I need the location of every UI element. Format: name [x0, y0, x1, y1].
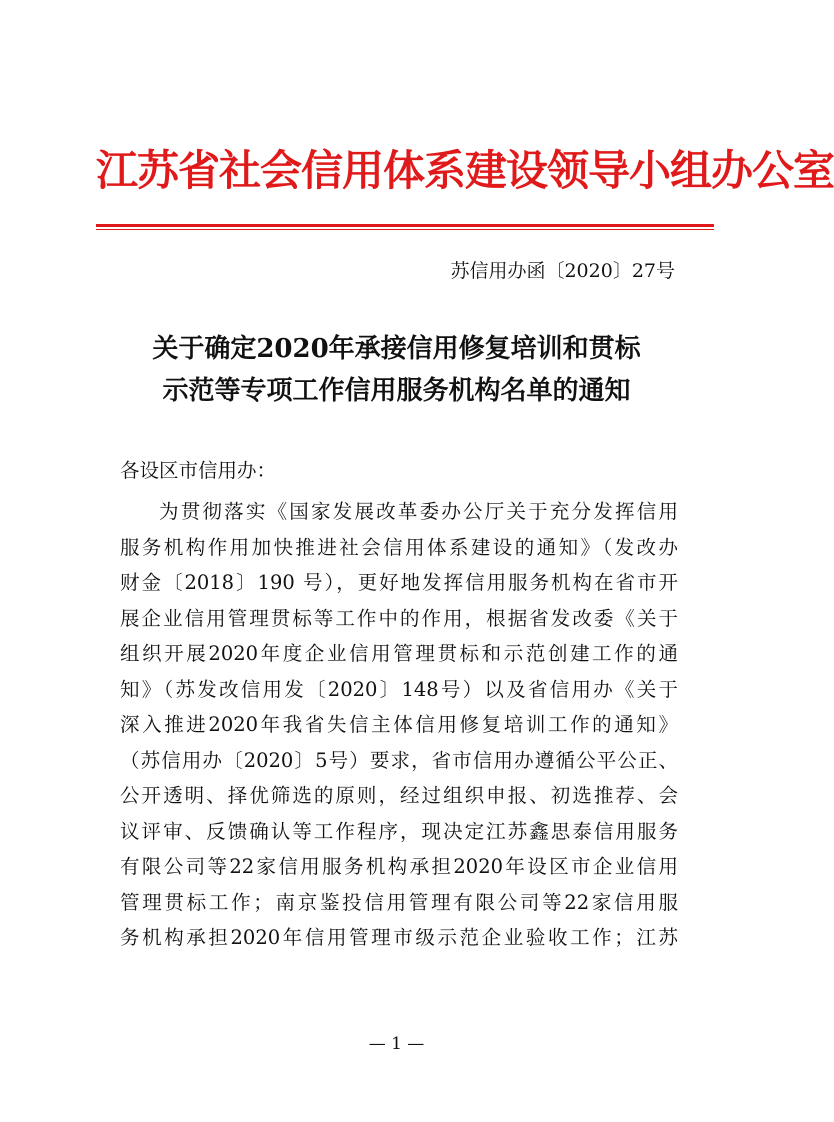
header-red-rule-thin [96, 229, 714, 230]
body-line: 为贯彻落实《国家发展改革委办公厅关于充分发挥信用 [159, 500, 678, 523]
body-line: 财金〔2018〕190 号），更好地发挥信用服务机构在省市开 [120, 571, 678, 594]
body-paragraph [120, 494, 678, 956]
document-title [96, 328, 697, 412]
salutation: 各设区市信用办： [120, 459, 277, 482]
title-line: 示范等专项工作信用服务机构名单的通知 [162, 376, 631, 406]
body-line: 服务机构作用加快推进社会信用体系建设的通知》（发改办 [120, 535, 678, 559]
title-line: 关于确定2020年承接信用修复培训和贯标 [152, 334, 641, 364]
body-line: （苏信用办〔2020〕5号）要求，省市信用办遵循公平公正、 [120, 748, 678, 772]
page-number: — 1 — [368, 1034, 425, 1054]
document-number: 苏信用办函〔2020〕27号 [450, 260, 675, 282]
body-line: 有限公司等22家信用服务机构承担2020年设区市企业信用 [120, 855, 678, 878]
body-line: 知》（苏发改信用发〔2020〕148号）以及省信用办《关于 [120, 677, 678, 701]
body-line: 管理贯标工作；南京鉴投信用管理有限公司等22家信用服 [120, 890, 678, 914]
body-line: 深入推进2020年我省失信主体信用修复培训工作的通知》 [120, 713, 678, 736]
header-red-rule-thick [96, 224, 714, 227]
body-line: 公开透明、择优筛选的原则，经过组织申报、初选推荐、会 [120, 784, 678, 807]
body-line: 议评审、反馈确认等工作程序，现决定江苏鑫思泰信用服务 [120, 819, 678, 843]
body-line: 展企业信用管理贯标等工作中的作用，根据省发改委《关于 [120, 606, 678, 630]
issuing-office-header: 江苏省社会信用体系建设领导小组办公室 [96, 146, 834, 195]
body-line: 组织开展2020年度企业信用管理贯标和示范创建工作的通 [120, 642, 678, 665]
body-line: 务机构承担2020年信用管理市级示范企业验收工作；江苏 [120, 926, 678, 949]
